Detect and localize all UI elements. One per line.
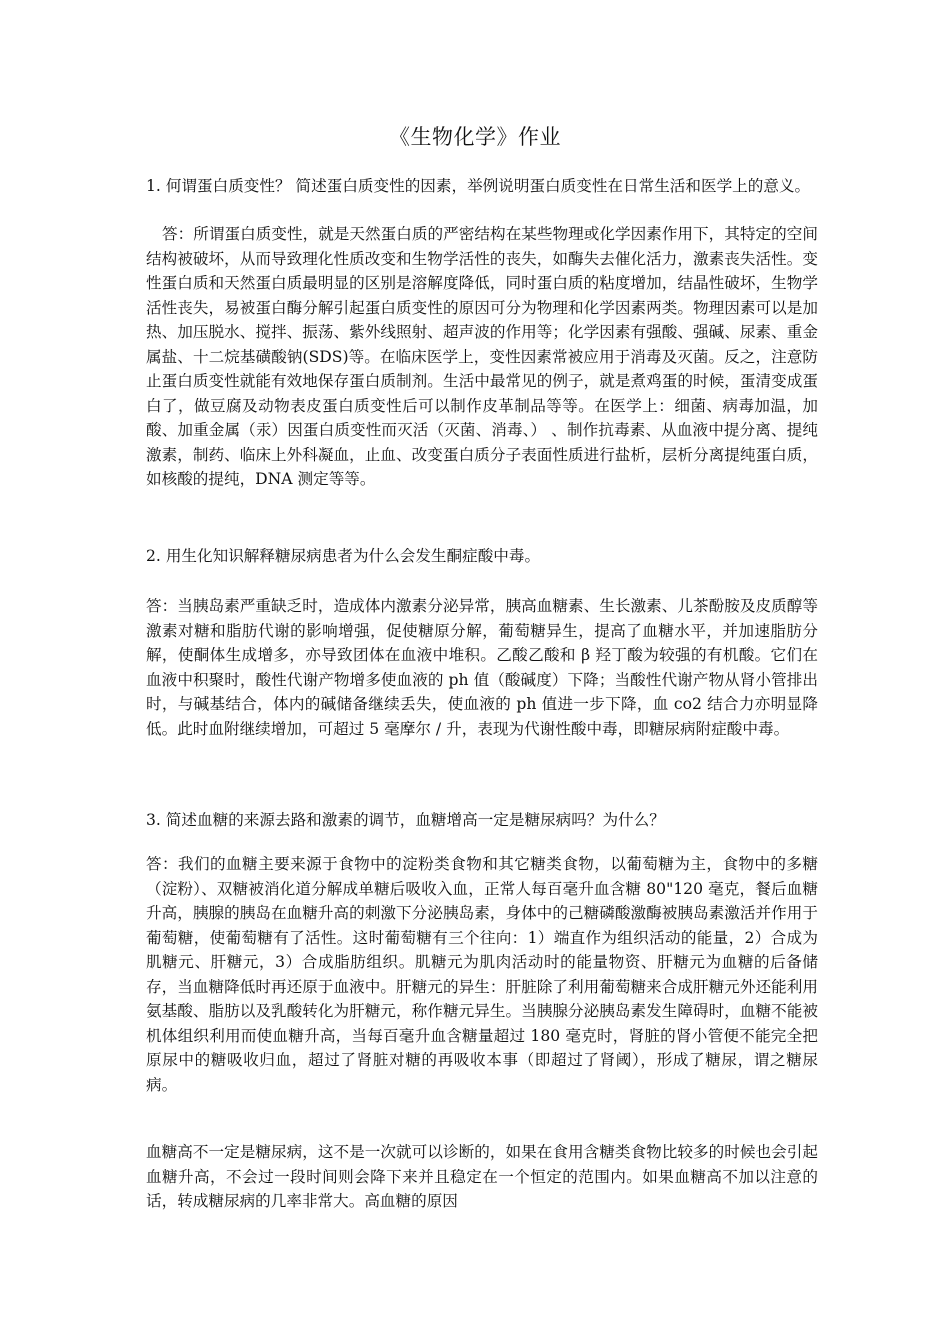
answer-3-continued: 血糖高不一定是糖尿病，这不是一次就可以诊断的，如果在食用含糖类食物比较多的时候也会引起血糖升高，不会过一段时间则会降下来并且稳定在一个恒定的范围内。如果血糖高不加以注意的话，转成糖尿病的几率非常大。高血糖的原因 [146,1143,818,1210]
document-title: 《生物化学》作业 [389,125,561,149]
answer-1: 答：所谓蛋白质变性，就是天然蛋白质的严密结构在某些物理或化学因素作用下，其特定的空间结构被破坏，从而导致理化性质改变和生物学活性的丧失，如酶失去催化活力，激素丧失活性。变性蛋白质和天然蛋白质最明显的区别是溶解度降低，同时蛋白质的粘度增加，结晶性破坏，生物学活性丧失，易被蛋白酶分解引起蛋白质变性的原因可分为物理和化学因素两类。物理因素可以是加热、加压脱水、搅拌、振荡、紫外线照射、超声波的作用等；化学因素有强酸、强碱、尿素、重金属盐、十二烷基磺酸钠(SDS)等。在临床医学上，变性因素常被应用于消毒及灭菌。反之，注意防止蛋白质变性就能有效地保存蛋白质制剂。生活中最常见的例子，就是煮鸡蛋的时候，蛋清变成蛋白了，做豆腐及动物表皮蛋白质变性后可以制作皮革制品等等。在医学上：细菌、病毒加温，加酸、加重金属（汞）因蛋白质变性而灭活（灭菌、消毒、） 、制作抗毒素、从血液中提分离、提纯激素，制药、临床上外科凝血，止血、改变蛋白质分子表面性质进行盐析，层析分离提纯蛋白质，如核酸的提纯，DNA 测定等等。 [146,225,818,488]
question-3: 3. 简述血糖的来源去路和激素的调节，血糖增高一定是糖尿病吗？为什么？ [146,811,665,829]
question-2: 2. 用生化知识解释糖尿病患者为什么会发生酮症酸中毒。 [146,547,541,565]
answer-3: 答：我们的血糖主要来源于食物中的淀粉类食物和其它糖类食物，以葡萄糖为主，食物中的多糖（淀粉）、双糖被消化道分解成单糖后吸收入血，正常人每百毫升血含糖 80"120 毫克，餐后血糖升高，胰腺的胰岛在血糖升高的刺激下分泌胰岛素，身体中的己糖磷酸激酶被胰岛素激活并作用于葡萄糖，使葡萄糖有了活性。这时葡萄糖有三个往向：1）端直作为组织活动的能量，2）合成为肌糖元、肝糖元，3）合成脂肪组织。肌糖元为肌肉活动时的能量物资、肝糖元为血糖的后备储存，当血糖降低时再还原于血液中。肝糖元的异生：肝脏除了利用葡萄糖来合成肝糖元外还能利用氨基酸、脂肪以及乳酸转化为肝糖元，称作糖元异生。当胰腺分泌胰岛素发生障碍时，血糖不能被机体组织利用而使血糖升高，当每百毫升血含糖量超过 180 毫克时，肾脏的肾小管便不能完全把原尿中的糖吸收归血，超过了肾脏对糖的再吸收本事（即超过了肾阈），形成了糖尿，谓之糖尿病。 [146,855,818,1094]
question-1: 1. 何谓蛋白质变性？ 简述蛋白质变性的因素，举例说明蛋白质变性在日常生活和医学上的意义。 [146,177,811,195]
answer-2: 答：当胰岛素严重缺乏时，造成体内激素分泌异常，胰高血糖素、生长激素、儿茶酚胺及皮质醇等激素对糖和脂肪代谢的影响增强，促使糖原分解，葡萄糖异生，提高了血糖水平，并加速脂肪分解，使酮体生成增多，亦导致团体在血液中堆积。乙酸乙酸和 β 羟丁酸为较强的有机酸。它们在血液中积聚时，酸性代谢产物增多使血液的 ph 值（酸碱度）下降；当酸性代谢产物从肾小管排出时，与碱基结合，体内的碱储备继续丢失，使血液的 ph 值进一步下降，血 co2 结合力亦明显降低。此时血附继续增加，可超过 5 毫摩尔 / 升，表现为代谢性酸中毒，即糖尿病附症酸中毒。 [146,597,818,738]
